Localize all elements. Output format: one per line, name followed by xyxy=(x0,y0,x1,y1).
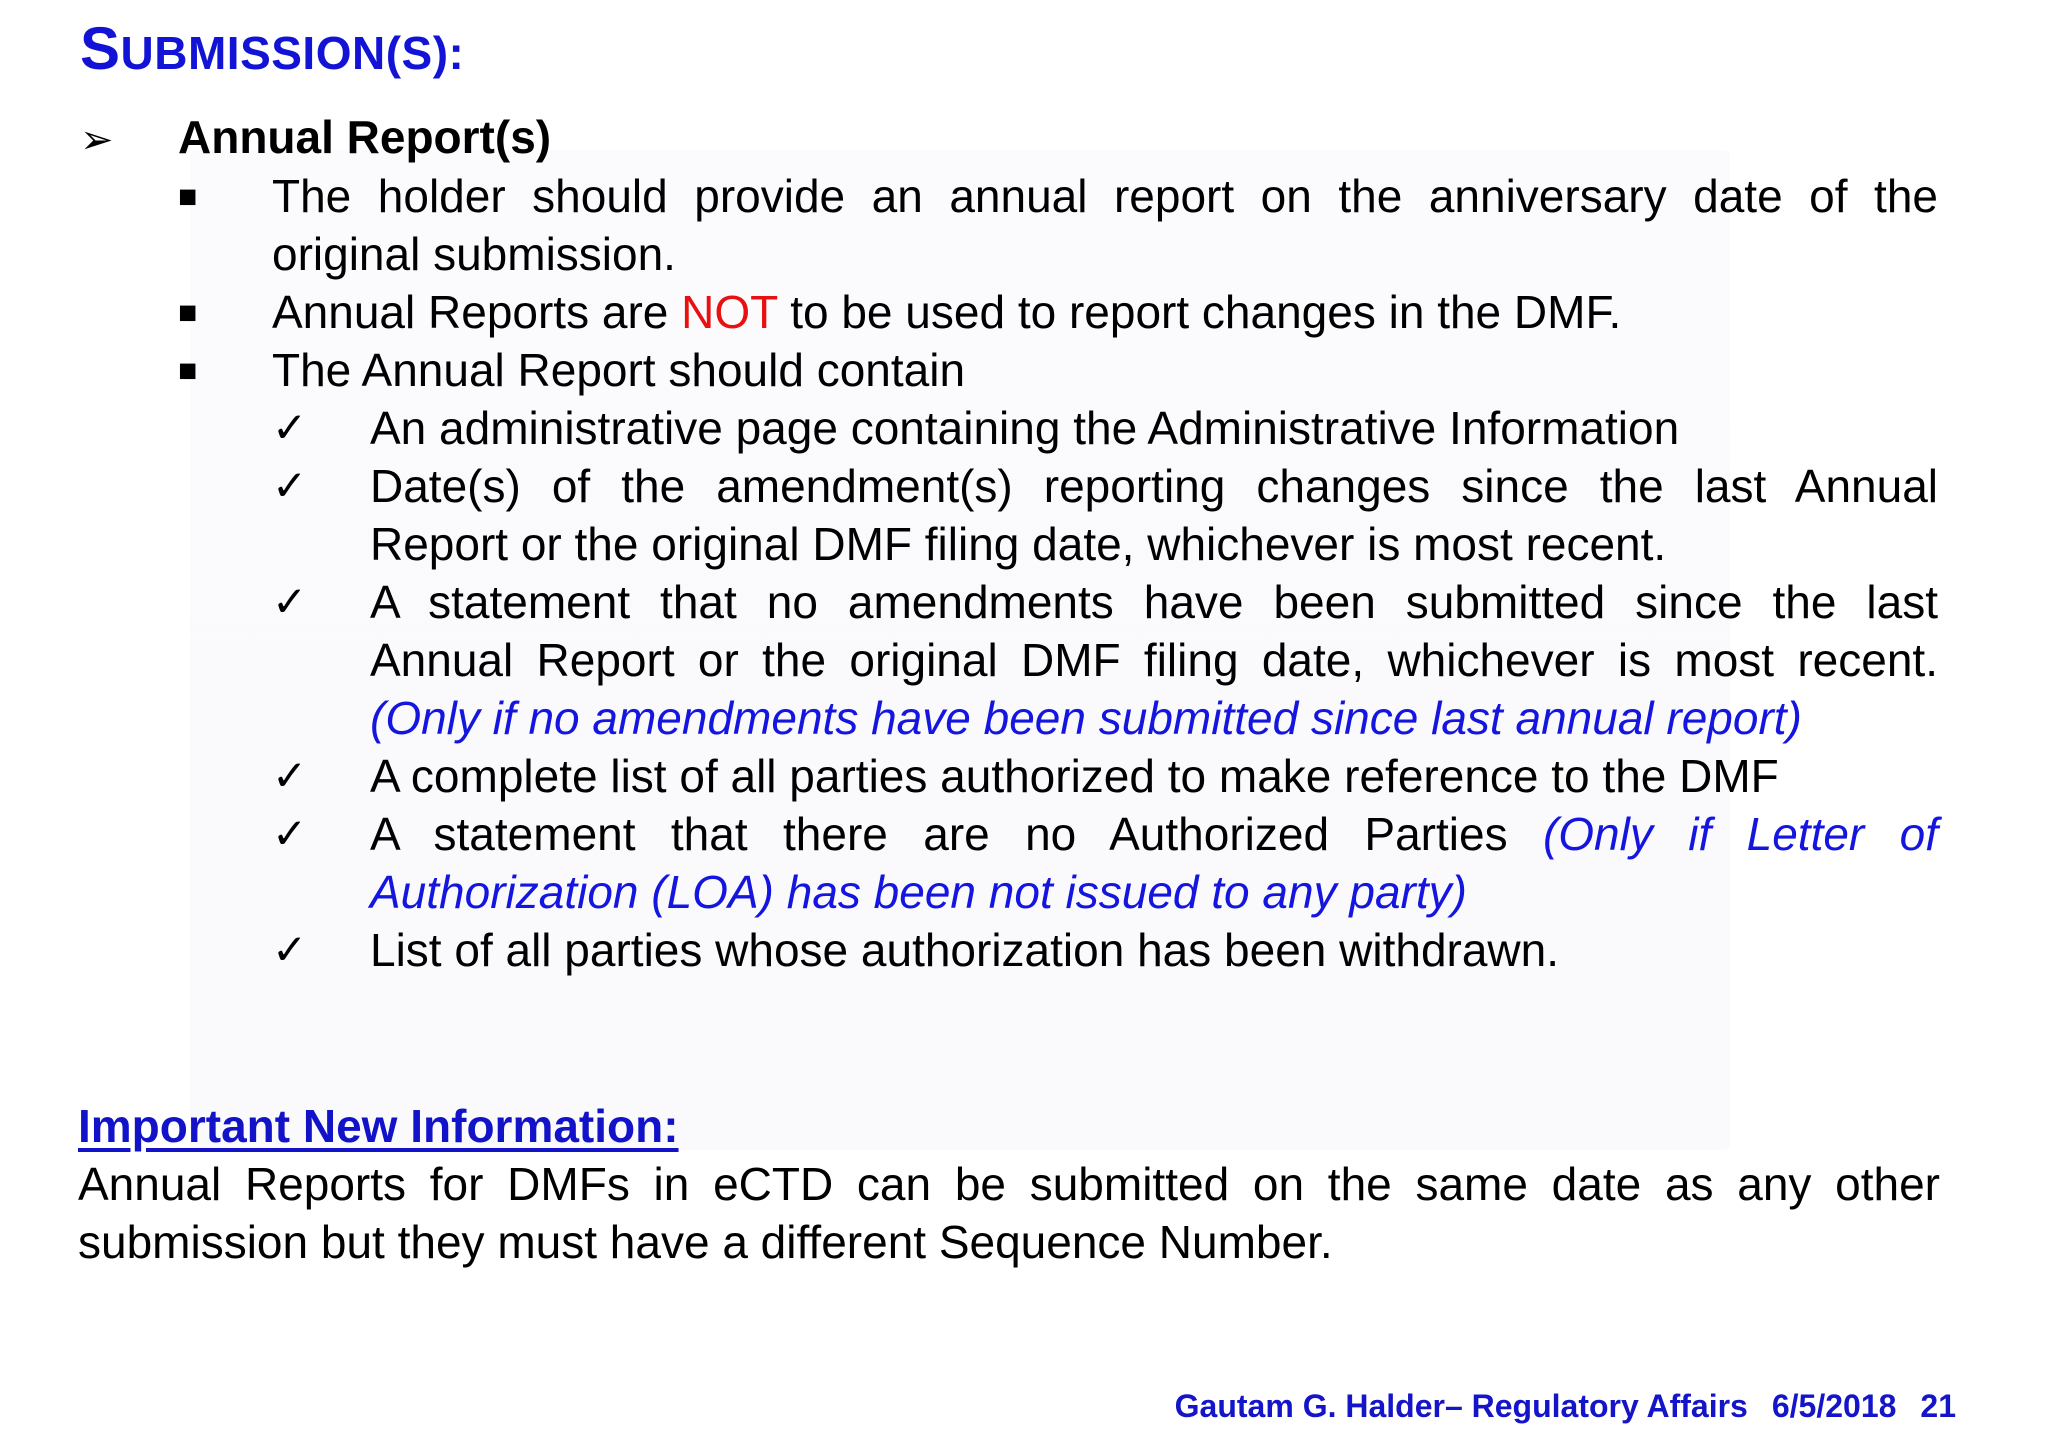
check-5-line-1 xyxy=(370,805,1938,863)
check-icon: ✓ xyxy=(272,926,308,973)
check-5-note-line-2: Authorization (LOA) has been not issued to any party) xyxy=(370,866,1467,918)
bullet-2-post: to be used to report changes in the DMF. xyxy=(777,286,1622,338)
check-1: An administrative page containing the Administrative Information xyxy=(370,402,1680,454)
footer xyxy=(1175,1388,1956,1425)
bullet-2 xyxy=(272,283,1621,341)
bullet-1-line-1: The holder should provide an annual report on the anniversary date of the xyxy=(272,170,1938,222)
square-bullet-icon: ■ xyxy=(178,352,198,388)
check-3-line-2: Annual Report or the original DMF filing date, whichever is most recent. xyxy=(370,634,1938,686)
bullet-1-line-2: original submission. xyxy=(272,228,676,280)
arrow-bullet-icon: ➢ xyxy=(80,118,114,162)
square-bullet-icon: ■ xyxy=(178,294,198,330)
check-2-line-2: Report or the original DMF filing date, whichever is most recent. xyxy=(370,518,1667,570)
important-heading: Important New Information: xyxy=(78,1100,679,1152)
bullet-2-pre: Annual Reports are xyxy=(272,286,682,338)
section-heading xyxy=(80,108,551,169)
check-3-line-1: A statement that no amendments have been submitted since the last xyxy=(370,576,1938,628)
check-5-note-line-1: (Only if Letter of xyxy=(1542,808,1938,860)
footer-author: Gautam G. Halder– Regulatory Affairs xyxy=(1174,1388,1748,1424)
check-2-line-1: Date(s) of the amendment(s) reporting changes since the last Annual xyxy=(370,460,1938,512)
check-icon: ✓ xyxy=(272,404,308,451)
square-bullet-icon: ■ xyxy=(178,178,198,214)
important-body: Annual Reports for DMFs in eCTD can be submitted on the same date as any other submission but they must have a different Sequence Number. xyxy=(78,1158,1940,1268)
check-icon: ✓ xyxy=(272,578,308,625)
section-heading-text: Annual Report(s) xyxy=(178,111,552,163)
check-3-note: (Only if no amendments have been submitted since last annual report) xyxy=(370,692,1802,744)
not-highlight: NOT xyxy=(681,286,778,338)
title-first-letter: S xyxy=(80,15,121,82)
check-6: List of all parties whose authorization has been withdrawn. xyxy=(370,924,1560,976)
check-icon: ✓ xyxy=(272,810,308,857)
check-4: A complete list of all parties authorized to make reference to the DMF xyxy=(370,750,1779,802)
check-icon: ✓ xyxy=(272,752,308,799)
check-5-pre: A statement that there are no Authorized Parties xyxy=(370,808,1543,860)
check-icon: ✓ xyxy=(272,462,308,509)
page-number: 21 xyxy=(1920,1388,1956,1424)
footer-date: 6/5/2018 xyxy=(1771,1388,1897,1424)
slide-title xyxy=(80,14,464,83)
bullet-3: The Annual Report should contain xyxy=(272,344,966,396)
title-rest: UBMISSION(S): xyxy=(120,27,465,79)
